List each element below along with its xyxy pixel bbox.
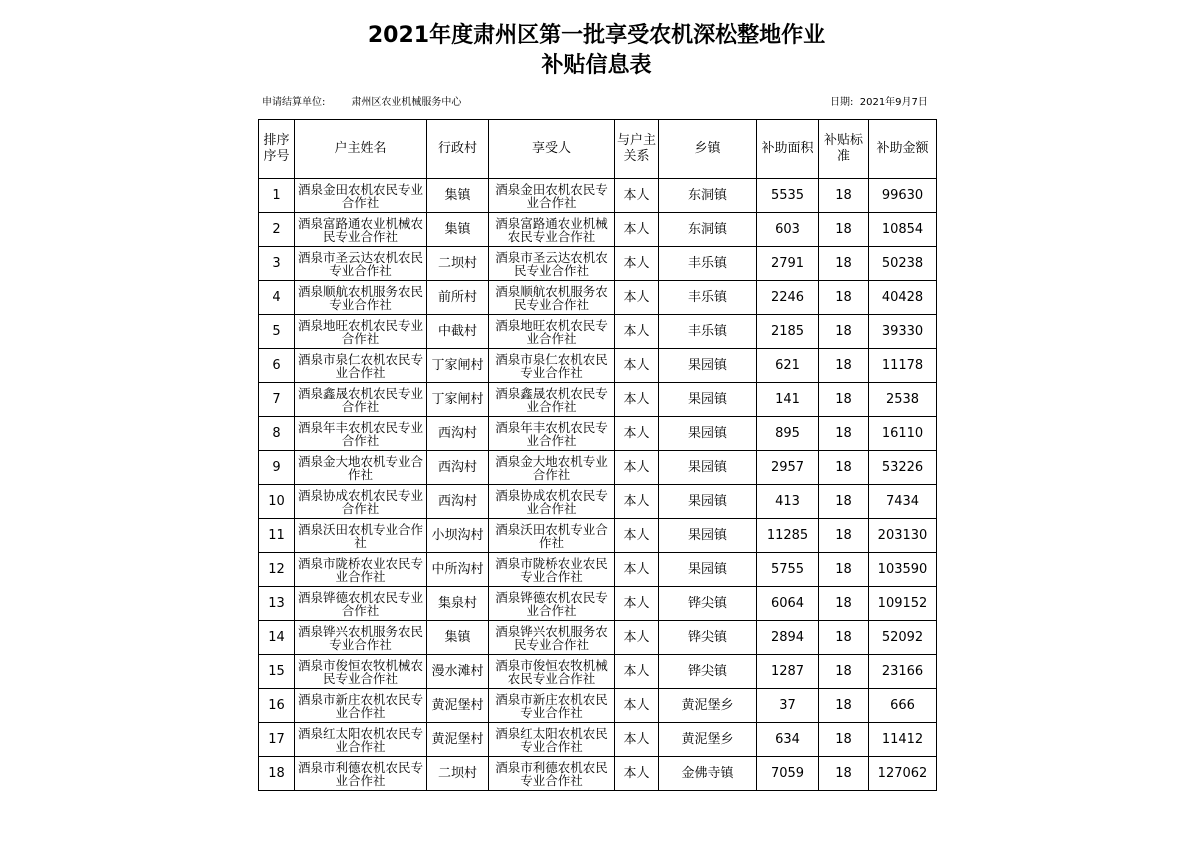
cell-amount: 50238 (869, 247, 937, 281)
cell-standard: 18 (819, 451, 869, 485)
cell-owner-name: 酒泉顺航农机服务农民专业合作社 (295, 281, 427, 315)
cell-relation: 本人 (615, 179, 659, 213)
cell-owner-name: 酒泉鑫晟农机农民专业合作社 (295, 383, 427, 417)
cell-index: 2 (259, 213, 295, 247)
cell-village: 黄泥堡村 (427, 723, 489, 757)
cell-beneficiary: 酒泉市陇桥农业农民专业合作社 (489, 553, 615, 587)
cell-area: 37 (757, 689, 819, 723)
cell-relation: 本人 (615, 315, 659, 349)
header-township: 乡镇 (659, 120, 757, 179)
cell-area: 621 (757, 349, 819, 383)
cell-village: 西沟村 (427, 451, 489, 485)
cell-township: 果园镇 (659, 383, 757, 417)
cell-beneficiary: 酒泉市俊恒农牧机械农民专业合作社 (489, 655, 615, 689)
cell-standard: 18 (819, 247, 869, 281)
applicant-value: 肃州区农业机械服务中心 (351, 97, 462, 108)
cell-index: 6 (259, 349, 295, 383)
cell-township: 果园镇 (659, 485, 757, 519)
cell-index: 10 (259, 485, 295, 519)
applicant-info (262, 97, 461, 109)
table-row (259, 519, 937, 553)
cell-standard: 18 (819, 417, 869, 451)
table-row (259, 315, 937, 349)
cell-area: 634 (757, 723, 819, 757)
cell-area: 895 (757, 417, 819, 451)
cell-relation: 本人 (615, 451, 659, 485)
cell-owner-name: 酒泉市俊恒农牧机械农民专业合作社 (295, 655, 427, 689)
cell-beneficiary: 酒泉铧兴农机服务农民专业合作社 (489, 621, 615, 655)
cell-village: 二坝村 (427, 757, 489, 791)
cell-beneficiary: 酒泉市利德农机农民专业合作社 (489, 757, 615, 791)
date-info (830, 97, 928, 109)
cell-beneficiary: 酒泉市泉仁农机农民专业合作社 (489, 349, 615, 383)
table-header-row (259, 120, 937, 179)
cell-owner-name: 酒泉富路通农业机械农民专业合作社 (295, 213, 427, 247)
cell-township: 果园镇 (659, 349, 757, 383)
cell-amount: 40428 (869, 281, 937, 315)
cell-relation: 本人 (615, 383, 659, 417)
table-row (259, 655, 937, 689)
cell-village: 中所沟村 (427, 553, 489, 587)
cell-township: 丰乐镇 (659, 281, 757, 315)
cell-amount: 203130 (869, 519, 937, 553)
cell-township: 丰乐镇 (659, 247, 757, 281)
cell-beneficiary: 酒泉协成农机农民专业合作社 (489, 485, 615, 519)
cell-village: 集镇 (427, 179, 489, 213)
cell-relation: 本人 (615, 723, 659, 757)
cell-area: 2185 (757, 315, 819, 349)
cell-index: 5 (259, 315, 295, 349)
table-row (259, 553, 937, 587)
cell-area: 5535 (757, 179, 819, 213)
cell-township: 铧尖镇 (659, 621, 757, 655)
cell-beneficiary: 酒泉顺航农机服务农民专业合作社 (489, 281, 615, 315)
cell-amount: 10854 (869, 213, 937, 247)
applicant-label: 申请结算单位: (262, 97, 326, 108)
date-label: 日期: (830, 97, 854, 108)
cell-area: 2894 (757, 621, 819, 655)
document-title-line-1: 2021年度肃州区第一批享受农机深松整地作业 (367, 23, 826, 48)
cell-standard: 18 (819, 349, 869, 383)
cell-area: 2957 (757, 451, 819, 485)
cell-standard: 18 (819, 315, 869, 349)
cell-owner-name: 酒泉地旺农机农民专业合作社 (295, 315, 427, 349)
cell-standard: 18 (819, 757, 869, 791)
cell-amount: 666 (869, 689, 937, 723)
header-village: 行政村 (427, 120, 489, 179)
cell-index: 13 (259, 587, 295, 621)
cell-relation: 本人 (615, 281, 659, 315)
header-beneficiary: 享受人 (489, 120, 615, 179)
cell-amount: 11412 (869, 723, 937, 757)
cell-owner-name: 酒泉市新庄农机农民专业合作社 (295, 689, 427, 723)
header-standard: 补贴标准 (819, 120, 869, 179)
cell-amount: 7434 (869, 485, 937, 519)
date-value: 2021年9月7日 (859, 97, 928, 108)
table-row (259, 281, 937, 315)
cell-village: 集镇 (427, 621, 489, 655)
cell-relation: 本人 (615, 485, 659, 519)
cell-standard: 18 (819, 281, 869, 315)
cell-beneficiary: 酒泉铧德农机农民专业合作社 (489, 587, 615, 621)
table-row (259, 451, 937, 485)
cell-owner-name: 酒泉年丰农机农民专业合作社 (295, 417, 427, 451)
cell-township: 果园镇 (659, 451, 757, 485)
cell-owner-name: 酒泉协成农机农民专业合作社 (295, 485, 427, 519)
cell-beneficiary: 酒泉年丰农机农民专业合作社 (489, 417, 615, 451)
cell-standard: 18 (819, 519, 869, 553)
table-row (259, 621, 937, 655)
cell-standard: 18 (819, 213, 869, 247)
table-row (259, 349, 937, 383)
cell-beneficiary: 酒泉市圣云达农机农民专业合作社 (489, 247, 615, 281)
cell-relation: 本人 (615, 349, 659, 383)
table-row (259, 179, 937, 213)
table-row (259, 417, 937, 451)
cell-standard: 18 (819, 553, 869, 587)
cell-standard: 18 (819, 587, 869, 621)
cell-beneficiary: 酒泉金大地农机专业合作社 (489, 451, 615, 485)
cell-index: 8 (259, 417, 295, 451)
cell-village: 丁家闸村 (427, 349, 489, 383)
cell-township: 丰乐镇 (659, 315, 757, 349)
cell-relation: 本人 (615, 757, 659, 791)
cell-relation: 本人 (615, 417, 659, 451)
cell-relation: 本人 (615, 553, 659, 587)
table-row (259, 247, 937, 281)
cell-standard: 18 (819, 383, 869, 417)
cell-owner-name: 酒泉沃田农机专业合作社 (295, 519, 427, 553)
cell-owner-name: 酒泉市泉仁农机农民专业合作社 (295, 349, 427, 383)
cell-beneficiary: 酒泉金田农机农民专业合作社 (489, 179, 615, 213)
cell-index: 18 (259, 757, 295, 791)
cell-amount: 127062 (869, 757, 937, 791)
cell-index: 4 (259, 281, 295, 315)
cell-standard: 18 (819, 689, 869, 723)
cell-amount: 53226 (869, 451, 937, 485)
cell-owner-name: 酒泉市圣云达农机农民专业合作社 (295, 247, 427, 281)
cell-index: 15 (259, 655, 295, 689)
header-relation: 与户主关系 (615, 120, 659, 179)
cell-amount: 11178 (869, 349, 937, 383)
cell-area: 2791 (757, 247, 819, 281)
cell-village: 集镇 (427, 213, 489, 247)
table-row (259, 757, 937, 791)
cell-village: 丁家闸村 (427, 383, 489, 417)
header-index: 排序序号 (259, 120, 295, 179)
cell-relation: 本人 (615, 621, 659, 655)
cell-amount: 109152 (869, 587, 937, 621)
cell-index: 17 (259, 723, 295, 757)
cell-village: 小坝沟村 (427, 519, 489, 553)
cell-beneficiary: 酒泉沃田农机专业合作社 (489, 519, 615, 553)
cell-township: 果园镇 (659, 553, 757, 587)
cell-village: 黄泥堡村 (427, 689, 489, 723)
cell-owner-name: 酒泉金大地农机专业合作社 (295, 451, 427, 485)
cell-township: 黄泥堡乡 (659, 723, 757, 757)
cell-township: 金佛寺镇 (659, 757, 757, 791)
cell-beneficiary: 酒泉红太阳农机农民专业合作社 (489, 723, 615, 757)
cell-area: 2246 (757, 281, 819, 315)
cell-owner-name: 酒泉市利德农机农民专业合作社 (295, 757, 427, 791)
cell-beneficiary: 酒泉鑫晟农机农民专业合作社 (489, 383, 615, 417)
cell-amount: 16110 (869, 417, 937, 451)
cell-amount: 39330 (869, 315, 937, 349)
cell-township: 东洞镇 (659, 213, 757, 247)
cell-index: 7 (259, 383, 295, 417)
cell-amount: 2538 (869, 383, 937, 417)
cell-relation: 本人 (615, 689, 659, 723)
cell-area: 1287 (757, 655, 819, 689)
cell-area: 6064 (757, 587, 819, 621)
cell-township: 铧尖镇 (659, 587, 757, 621)
cell-index: 1 (259, 179, 295, 213)
cell-standard: 18 (819, 723, 869, 757)
cell-area: 413 (757, 485, 819, 519)
cell-beneficiary: 酒泉市新庄农机农民专业合作社 (489, 689, 615, 723)
cell-township: 果园镇 (659, 519, 757, 553)
cell-standard: 18 (819, 179, 869, 213)
cell-village: 中截村 (427, 315, 489, 349)
cell-index: 14 (259, 621, 295, 655)
table-row (259, 213, 937, 247)
cell-owner-name: 酒泉红太阳农机农民专业合作社 (295, 723, 427, 757)
cell-amount: 99630 (869, 179, 937, 213)
cell-township: 铧尖镇 (659, 655, 757, 689)
table-row (259, 383, 937, 417)
cell-township: 东洞镇 (659, 179, 757, 213)
cell-village: 西沟村 (427, 417, 489, 451)
table-row (259, 689, 937, 723)
header-owner-name: 户主姓名 (295, 120, 427, 179)
header-area: 补助面积 (757, 120, 819, 179)
cell-standard: 18 (819, 621, 869, 655)
cell-village: 前所村 (427, 281, 489, 315)
cell-standard: 18 (819, 655, 869, 689)
cell-village: 二坝村 (427, 247, 489, 281)
cell-area: 7059 (757, 757, 819, 791)
cell-index: 3 (259, 247, 295, 281)
cell-beneficiary: 酒泉富路通农业机械农民专业合作社 (489, 213, 615, 247)
cell-index: 16 (259, 689, 295, 723)
cell-village: 西沟村 (427, 485, 489, 519)
cell-relation: 本人 (615, 519, 659, 553)
cell-township: 黄泥堡乡 (659, 689, 757, 723)
cell-relation: 本人 (615, 587, 659, 621)
cell-area: 141 (757, 383, 819, 417)
cell-index: 12 (259, 553, 295, 587)
cell-relation: 本人 (615, 247, 659, 281)
cell-area: 11285 (757, 519, 819, 553)
cell-owner-name: 酒泉铧兴农机服务农民专业合作社 (295, 621, 427, 655)
cell-township: 果园镇 (659, 417, 757, 451)
cell-village: 集泉村 (427, 587, 489, 621)
table-body (259, 179, 937, 791)
cell-index: 9 (259, 451, 295, 485)
cell-standard: 18 (819, 485, 869, 519)
header-amount: 补助金额 (869, 120, 937, 179)
cell-area: 5755 (757, 553, 819, 587)
cell-beneficiary: 酒泉地旺农机农民专业合作社 (489, 315, 615, 349)
cell-owner-name: 酒泉铧德农机农民专业合作社 (295, 587, 427, 621)
document-title-line-2: 补贴信息表 (541, 53, 652, 78)
cell-relation: 本人 (615, 213, 659, 247)
subsidy-table (258, 119, 937, 791)
cell-owner-name: 酒泉市陇桥农业农民专业合作社 (295, 553, 427, 587)
cell-index: 11 (259, 519, 295, 553)
cell-relation: 本人 (615, 655, 659, 689)
cell-area: 603 (757, 213, 819, 247)
table-row (259, 723, 937, 757)
table-row (259, 587, 937, 621)
cell-amount: 52092 (869, 621, 937, 655)
table-row (259, 485, 937, 519)
cell-village: 漫水滩村 (427, 655, 489, 689)
cell-amount: 103590 (869, 553, 937, 587)
cell-owner-name: 酒泉金田农机农民专业合作社 (295, 179, 427, 213)
cell-amount: 23166 (869, 655, 937, 689)
